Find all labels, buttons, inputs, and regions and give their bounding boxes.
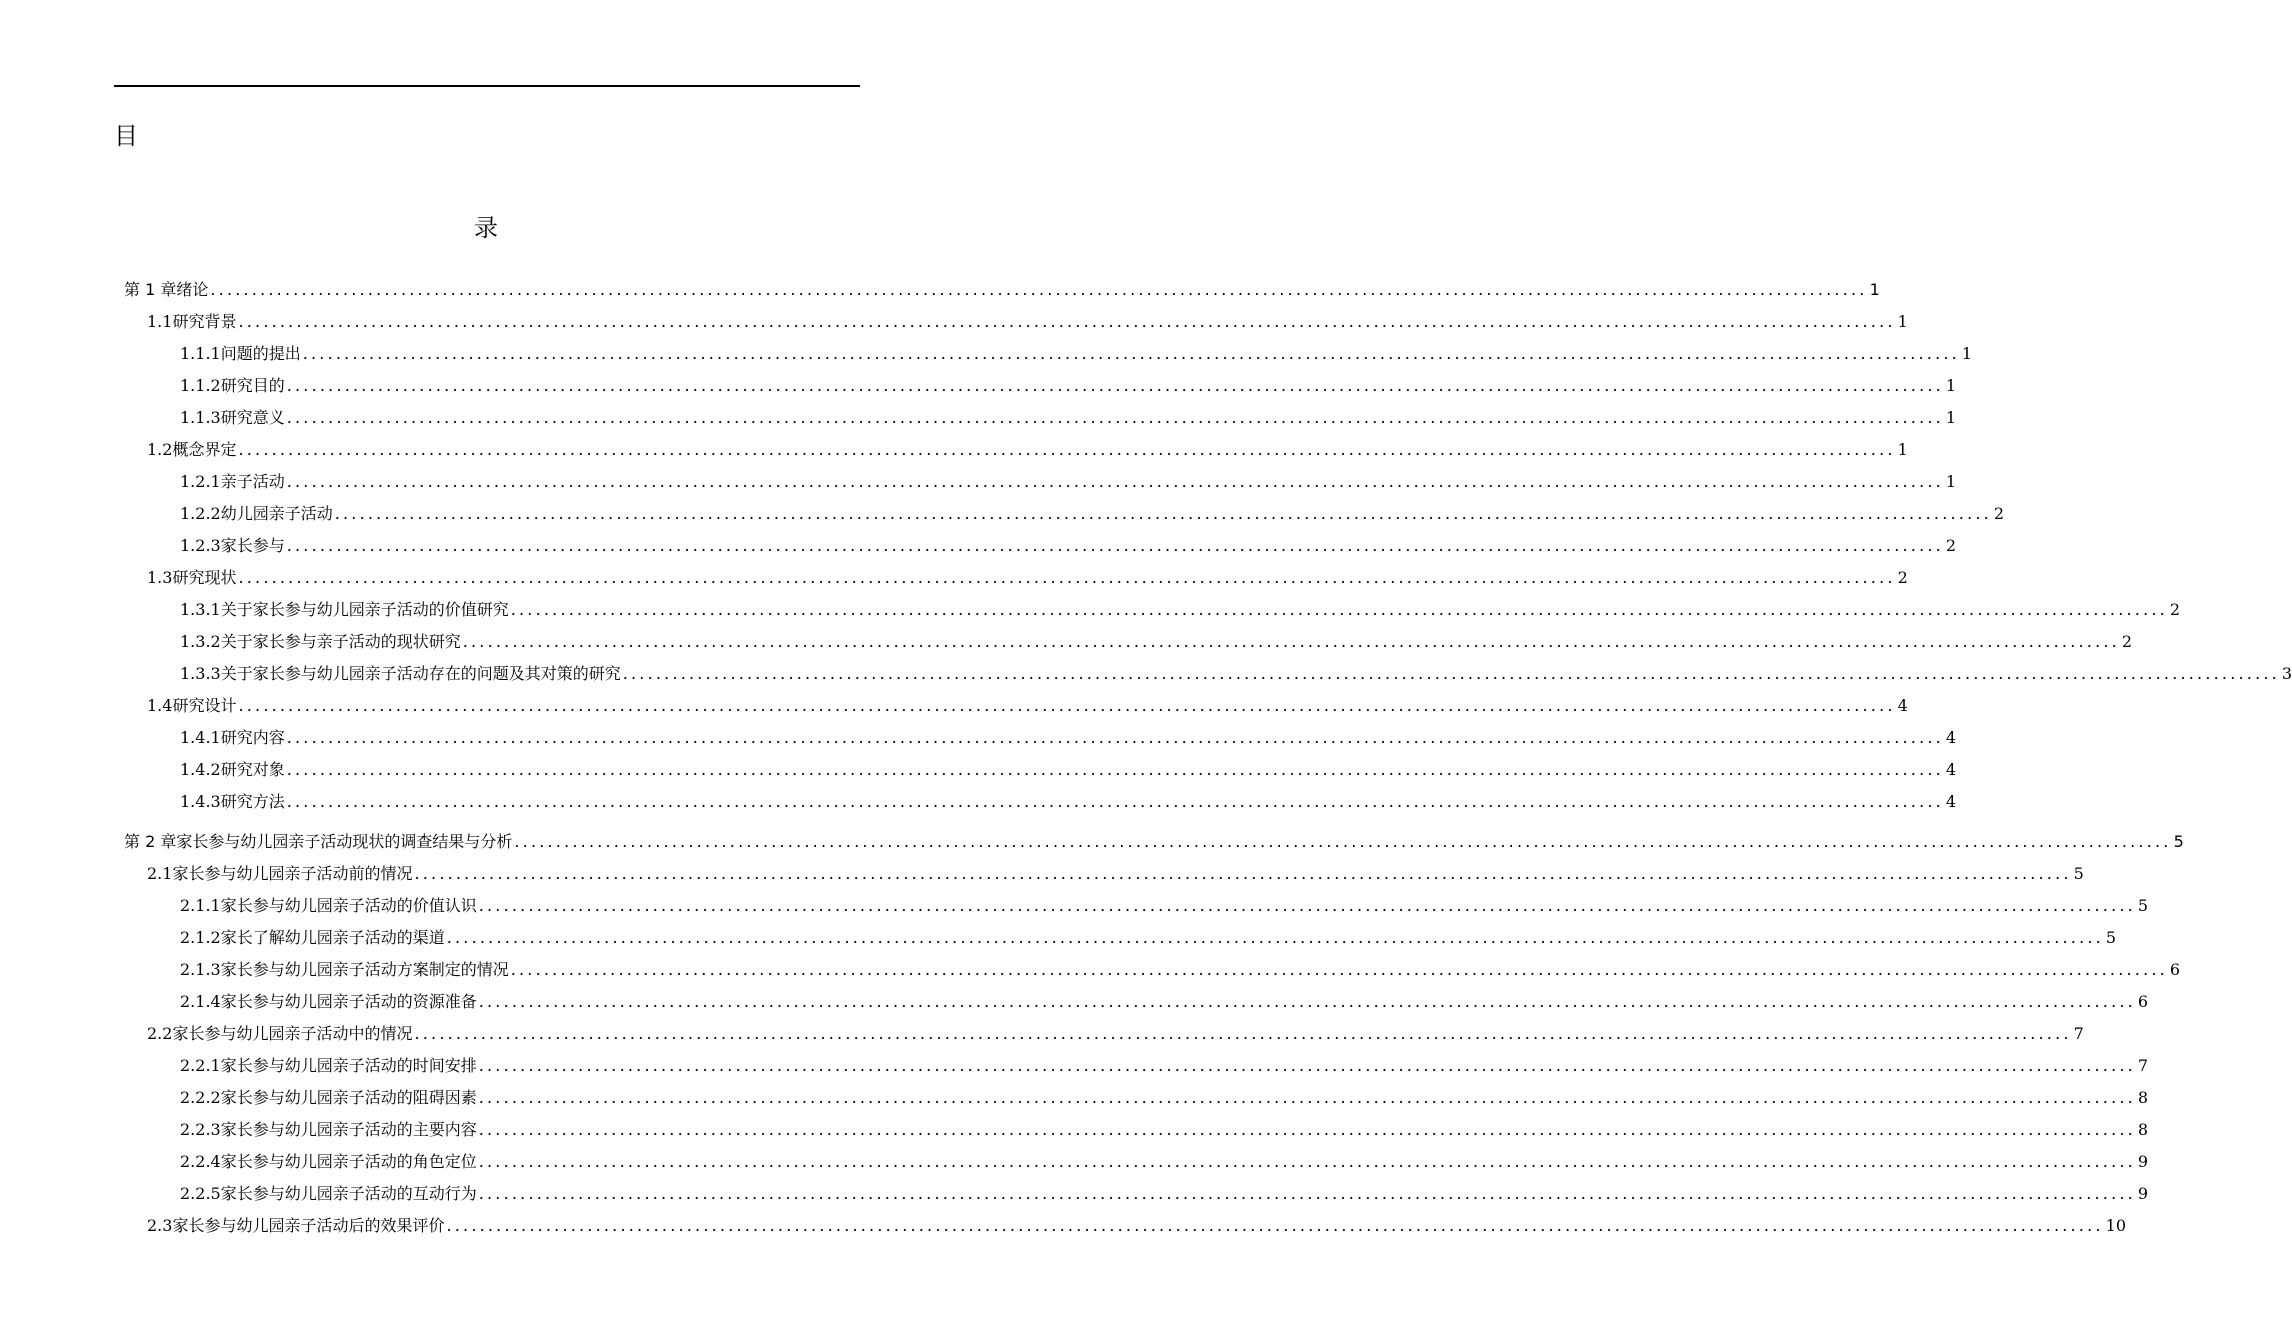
toc-entry-title: 家长参与幼儿园亲子活动前的情况 bbox=[172, 864, 413, 883]
toc-entry[interactable] bbox=[147, 862, 2084, 886]
toc-entry-title: 家长参与幼儿园亲子活动现状的调查结果与分析 bbox=[176, 832, 513, 851]
toc-entry-page: 2 bbox=[2121, 632, 2133, 651]
toc-entry-page: 5 bbox=[2137, 896, 2149, 915]
toc-entry-title: 研究目的 bbox=[220, 376, 285, 395]
toc-leader-dots: ........................................................................................................................................................................................................ bbox=[514, 832, 2172, 851]
toc-entry-page: 2 bbox=[1945, 536, 1957, 555]
toc-entry-number: 2.2.3 bbox=[180, 1120, 221, 1139]
toc-entry[interactable] bbox=[180, 758, 1957, 782]
toc-entry-page: 5 bbox=[2173, 832, 2184, 851]
toc-entry-title: 关于家长参与幼儿园亲子活动存在的问题及其对策的研究 bbox=[220, 664, 621, 683]
toc-entry[interactable] bbox=[180, 598, 2181, 622]
toc-entry[interactable] bbox=[180, 1086, 2149, 1110]
toc-entry[interactable] bbox=[147, 438, 1908, 462]
toc-entry-page: 1 bbox=[1897, 312, 1908, 331]
toc-entry-number: 1.3.2 bbox=[180, 632, 221, 651]
toc-entry[interactable] bbox=[180, 374, 1957, 398]
toc-entry-title: 研究内容 bbox=[220, 728, 285, 747]
toc-entry[interactable] bbox=[124, 830, 2184, 854]
toc-entry-number: 2.1 bbox=[147, 864, 173, 883]
toc-leader-dots: ........................................................................................................................................................................................................ bbox=[210, 280, 1868, 299]
toc-entry-number: 2.2.2 bbox=[180, 1088, 221, 1107]
toc-entry[interactable] bbox=[180, 342, 1973, 366]
toc-leader-dots: ........................................................................................................................................................................................................ bbox=[334, 504, 1992, 523]
toc-entry-title: 研究设计 bbox=[172, 696, 237, 715]
toc-leader-dots: ........................................................................................................................................................................................................ bbox=[510, 960, 2168, 979]
toc-entry-page: 2 bbox=[2169, 600, 2181, 619]
toc-entry-number: 1.1 bbox=[147, 312, 173, 331]
toc-entry-page: 1 bbox=[1945, 472, 1957, 491]
toc-entry-title: 研究意义 bbox=[220, 408, 285, 427]
toc-entry-number: 1.1.3 bbox=[180, 408, 221, 427]
toc-leader-dots: ........................................................................................................................................................................................................ bbox=[446, 1216, 2104, 1235]
toc-entry-number: 1.4.2 bbox=[180, 760, 221, 779]
toc-entry[interactable] bbox=[147, 1214, 2127, 1238]
toc-entry-title: 家长参与幼儿园亲子活动中的情况 bbox=[172, 1024, 413, 1043]
toc-entry-page: 4 bbox=[1945, 792, 1957, 811]
toc-entry-title: 研究对象 bbox=[220, 760, 285, 779]
toc-leader-dots: ........................................................................................................................................................................................................ bbox=[446, 928, 2104, 947]
toc-entry-number: 1.1.2 bbox=[180, 376, 221, 395]
toc-entry-page: 10 bbox=[2105, 1216, 2127, 1235]
toc-entry-number: 2.3 bbox=[147, 1216, 173, 1235]
toc-entry-title: 家长参与幼儿园亲子活动后的效果评价 bbox=[172, 1216, 445, 1235]
toc-leader-dots: ........................................................................................................................................................................................................ bbox=[478, 1120, 2136, 1139]
toc-entry-title: 家长参与幼儿园亲子活动的主要内容 bbox=[220, 1120, 477, 1139]
toc-entry-title: 研究方法 bbox=[220, 792, 285, 811]
toc-entry[interactable] bbox=[180, 790, 1957, 814]
toc-leader-dots: ........................................................................................................................................................................................................ bbox=[238, 312, 1896, 331]
toc-entry[interactable] bbox=[180, 630, 2133, 654]
toc-entry-page: 4 bbox=[1945, 760, 1957, 779]
toc-leader-dots: ........................................................................................................................................................................................................ bbox=[302, 344, 1960, 363]
toc-entry-page: 7 bbox=[2073, 1024, 2084, 1043]
toc-entry-title: 问题的提出 bbox=[220, 344, 301, 363]
toc-entry-number: 2.2.1 bbox=[180, 1056, 221, 1075]
toc-entry-title: 家长了解幼儿园亲子活动的渠道 bbox=[220, 928, 445, 947]
toc-entry-number: 1.4.3 bbox=[180, 792, 221, 811]
toc-entry-page: 4 bbox=[1897, 696, 1908, 715]
toc-entry-page: 7 bbox=[2137, 1056, 2149, 1075]
toc-entry-number: 1.2.2 bbox=[180, 504, 221, 523]
toc-entry-page: 3 bbox=[2281, 664, 2292, 683]
toc-leader-dots: ........................................................................................................................................................................................................ bbox=[238, 440, 1896, 459]
toc-entry-page: 1 bbox=[1945, 408, 1957, 427]
toc-entry-page: 1 bbox=[1961, 344, 1973, 363]
toc-entry-title: 关于家长参与幼儿园亲子活动的价值研究 bbox=[220, 600, 509, 619]
toc-leader-dots: ........................................................................................................................................................................................................ bbox=[286, 760, 1944, 779]
toc-entry-number: 2.1.3 bbox=[180, 960, 221, 979]
toc-entry[interactable] bbox=[124, 278, 1880, 302]
toc-entry-number: 1.1.1 bbox=[180, 344, 221, 363]
toc-entry-page: 5 bbox=[2105, 928, 2117, 947]
toc-entry-title: 关于家长参与亲子活动的现状研究 bbox=[220, 632, 461, 651]
toc-entry[interactable] bbox=[180, 502, 2005, 526]
toc-entry-page: 1 bbox=[1869, 280, 1880, 299]
toc-entry-number: 第 2 章 bbox=[124, 832, 177, 851]
toc-entry-title: 家长参与幼儿园亲子活动的资源准备 bbox=[220, 992, 477, 1011]
toc-entry-number: 2.2.4 bbox=[180, 1152, 221, 1171]
toc-entry-title: 家长参与幼儿园亲子活动的互动行为 bbox=[220, 1184, 477, 1203]
toc-entry-title: 幼儿园亲子活动 bbox=[220, 504, 333, 523]
toc-leader-dots: ........................................................................................................................................................................................................ bbox=[478, 992, 2136, 1011]
toc-leader-dots: ........................................................................................................................................................................................................ bbox=[478, 1152, 2136, 1171]
toc-leader-dots: ........................................................................................................................................................................................................ bbox=[286, 472, 1944, 491]
toc-entry[interactable] bbox=[180, 926, 2117, 950]
toc-leader-dots: ........................................................................................................................................................................................................ bbox=[510, 600, 2168, 619]
toc-entry-number: 1.2.3 bbox=[180, 536, 221, 555]
toc-entry-page: 6 bbox=[2169, 960, 2181, 979]
toc-entry-title: 概念界定 bbox=[172, 440, 237, 459]
toc-entry-page: 1 bbox=[1945, 376, 1957, 395]
toc-entry-number: 1.2.1 bbox=[180, 472, 221, 491]
toc-entry[interactable] bbox=[180, 534, 1957, 558]
toc-entry[interactable] bbox=[147, 1022, 2084, 1046]
toc-entry-title: 家长参与幼儿园亲子活动方案制定的情况 bbox=[220, 960, 509, 979]
toc-entry-number: 2.2 bbox=[147, 1024, 173, 1043]
toc-entry-number: 2.1.1 bbox=[180, 896, 221, 915]
toc-entry[interactable] bbox=[147, 566, 1908, 590]
toc-entry-page: 2 bbox=[1897, 568, 1908, 587]
toc-entry[interactable] bbox=[180, 726, 1957, 750]
toc-leader-dots: ........................................................................................................................................................................................................ bbox=[286, 728, 1944, 747]
toc-leader-dots: ........................................................................................................................................................................................................ bbox=[414, 864, 2072, 883]
toc-entry[interactable] bbox=[180, 470, 1957, 494]
toc-entry[interactable] bbox=[180, 894, 2149, 918]
toc-entry-title: 亲子活动 bbox=[220, 472, 285, 491]
toc-entry-number: 1.3.1 bbox=[180, 600, 221, 619]
toc-title-part2: 录 bbox=[474, 214, 498, 242]
toc-entry-title: 家长参与幼儿园亲子活动的阻碍因素 bbox=[220, 1088, 477, 1107]
toc-leader-dots: ........................................................................................................................................................................................................ bbox=[286, 376, 1944, 395]
toc-entry[interactable] bbox=[147, 310, 1908, 334]
toc-entry-number: 1.3 bbox=[147, 568, 173, 587]
toc-entry-page: 6 bbox=[2137, 992, 2149, 1011]
toc-entry[interactable] bbox=[180, 662, 2292, 686]
toc-entry-number: 1.3.3 bbox=[180, 664, 221, 683]
toc-leader-dots: ........................................................................................................................................................................................................ bbox=[622, 664, 2280, 683]
toc-entry[interactable] bbox=[180, 1182, 2149, 1206]
toc-entry-title: 家长参与 bbox=[220, 536, 285, 555]
toc-leader-dots: ........................................................................................................................................................................................................ bbox=[286, 792, 1944, 811]
toc-entry-title: 研究现状 bbox=[172, 568, 237, 587]
toc-entry-page: 2 bbox=[1993, 504, 2005, 523]
toc-entry[interactable] bbox=[180, 958, 2181, 982]
toc-entry-page: 5 bbox=[2073, 864, 2084, 883]
toc-title-part1: 目 bbox=[114, 122, 138, 150]
toc-entry-page: 1 bbox=[1897, 440, 1908, 459]
toc-entry-number: 2.1.2 bbox=[180, 928, 221, 947]
toc-entry-page: 9 bbox=[2137, 1152, 2149, 1171]
toc-entry-page: 8 bbox=[2137, 1120, 2149, 1139]
toc-leader-dots: ........................................................................................................................................................................................................ bbox=[414, 1024, 2072, 1043]
toc-entry[interactable] bbox=[180, 1118, 2149, 1142]
toc-entry-page: 9 bbox=[2137, 1184, 2149, 1203]
toc-entry-page: 4 bbox=[1945, 728, 1957, 747]
toc-entry[interactable] bbox=[180, 1150, 2149, 1174]
toc-leader-dots: ........................................................................................................................................................................................................ bbox=[478, 1056, 2136, 1075]
toc-entry[interactable] bbox=[180, 990, 2149, 1014]
toc-leader-dots: ........................................................................................................................................................................................................ bbox=[238, 696, 1896, 715]
toc-entry-number: 1.2 bbox=[147, 440, 173, 459]
toc-entry-number: 第 1 章 bbox=[124, 280, 177, 299]
toc-entry-number: 2.1.4 bbox=[180, 992, 221, 1011]
toc-entry-number: 1.4.1 bbox=[180, 728, 221, 747]
toc-leader-dots: ........................................................................................................................................................................................................ bbox=[478, 1184, 2136, 1203]
header-rule bbox=[114, 85, 860, 87]
toc-leader-dots: ........................................................................................................................................................................................................ bbox=[478, 896, 2136, 915]
toc-entry[interactable] bbox=[147, 694, 1908, 718]
toc-entry-title: 家长参与幼儿园亲子活动的角色定位 bbox=[220, 1152, 477, 1171]
toc-entry[interactable] bbox=[180, 406, 1957, 430]
toc-entry-page: 8 bbox=[2137, 1088, 2149, 1107]
toc-leader-dots: ........................................................................................................................................................................................................ bbox=[462, 632, 2120, 651]
toc-leader-dots: ........................................................................................................................................................................................................ bbox=[286, 536, 1944, 555]
toc-entry[interactable] bbox=[180, 1054, 2149, 1078]
toc-entry-number: 1.4 bbox=[147, 696, 173, 715]
toc-leader-dots: ........................................................................................................................................................................................................ bbox=[238, 568, 1896, 587]
toc-entry-title: 绪论 bbox=[176, 280, 209, 299]
toc-leader-dots: ........................................................................................................................................................................................................ bbox=[286, 408, 1944, 427]
toc-entry-title: 研究背景 bbox=[172, 312, 237, 331]
toc-leader-dots: ........................................................................................................................................................................................................ bbox=[478, 1088, 2136, 1107]
toc-entry-title: 家长参与幼儿园亲子活动的价值认识 bbox=[220, 896, 477, 915]
toc-entry-title: 家长参与幼儿园亲子活动的时间安排 bbox=[220, 1056, 477, 1075]
toc-entry-number: 2.2.5 bbox=[180, 1184, 221, 1203]
